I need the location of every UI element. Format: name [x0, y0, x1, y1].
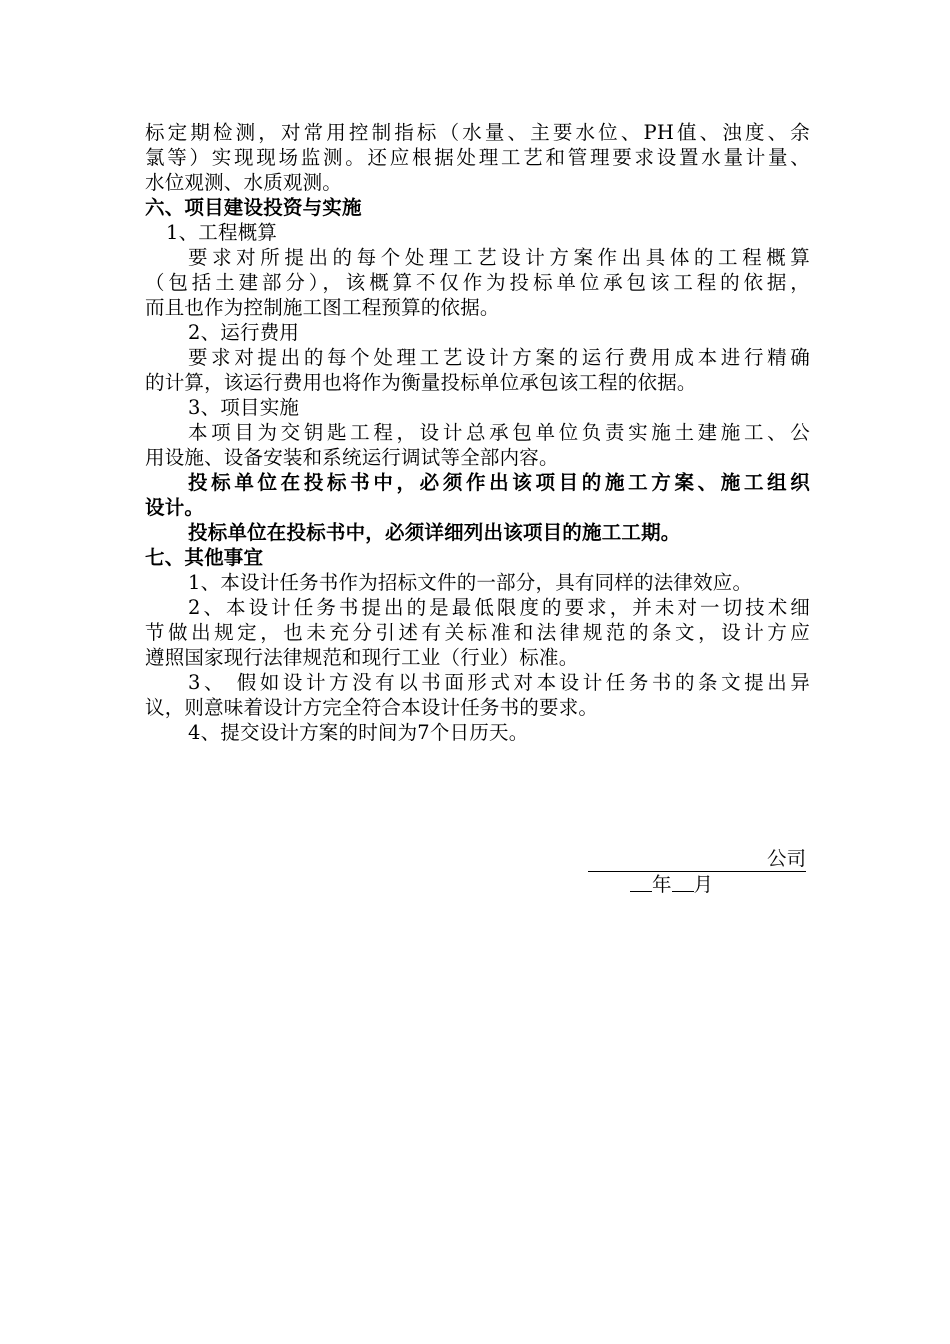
month-blank	[672, 873, 694, 892]
section-heading-6: 六、项目建设投资与实施	[145, 196, 362, 219]
list-item-continuation: 遵照国家现行法律规范和现行工业（行业）标准。	[145, 646, 579, 669]
list-item-continuation: 议，则意味着设计方完全符合本设计任务书的要求。	[145, 696, 599, 719]
month-label: 月	[693, 873, 714, 896]
paragraph-line: 用设施、设备安装和系统运行调试等全部内容。	[145, 446, 559, 469]
paragraph-line: 要求对提出的每个处理工艺设计方案的运行费用成本进行精确	[188, 346, 810, 369]
paragraph-line: 要求对所提出的每个处理工艺设计方案作出具体的工程概算	[188, 246, 810, 269]
paragraph-line: 标定期检测，对常用控制指标（水量、主要水位、PH值、浊度、余	[145, 121, 810, 144]
paragraph-line: 而且也作为控制施工图工程预算的依据。	[145, 296, 500, 319]
subsection-heading: 1、工程概算	[166, 221, 278, 244]
paragraph-line: 本项目为交钥匙工程，设计总承包单位负责实施土建施工、公	[188, 421, 810, 444]
paragraph-line: 氯等）实现现场监测。还应根据处理工艺和管理要求设置水量计量、	[145, 146, 810, 169]
bold-requirement: 投标单位在投标书中，必须作出该项目的施工方案、施工组织	[188, 471, 810, 494]
bold-requirement: 投标单位在投标书中，必须详细列出该项目的施工工期。	[188, 521, 681, 544]
paragraph-line: 水位观测、水质观测。	[145, 171, 343, 194]
subsection-heading: 3、项目实施	[188, 396, 300, 419]
company-signature-line	[588, 846, 806, 872]
bold-requirement: 设计。	[145, 496, 205, 519]
list-item: 4、提交设计方案的时间为7个日历天。	[188, 721, 529, 744]
year-blank	[630, 873, 652, 892]
subsection-heading: 2、运行费用	[188, 321, 300, 344]
section-heading-7: 七、其他事宜	[145, 546, 264, 569]
list-item-continuation: 节做出规定，也未充分引述有关标准和法律规范的条文，设计方应	[145, 621, 810, 644]
signature-date	[630, 872, 713, 897]
paragraph-line: （包括土建部分），该概算不仅作为投标单位承包该工程的依据，	[145, 271, 810, 294]
year-label: 年	[652, 873, 672, 896]
document-body	[145, 120, 810, 745]
paragraph-line: 的计算，该运行费用也将作为衡量投标单位承包该工程的依据。	[145, 371, 697, 394]
list-item: 2、本设计任务书提出的是最低限度的要求，并未对一切技术细	[188, 596, 810, 619]
company-label: 公司	[766, 847, 806, 870]
list-item: 1、本设计任务书作为招标文件的一部分，具有同样的法律效应。	[188, 571, 753, 594]
list-item: 3、 假如设计方没有以书面形式对本设计任务书的条文提出异	[188, 671, 810, 694]
